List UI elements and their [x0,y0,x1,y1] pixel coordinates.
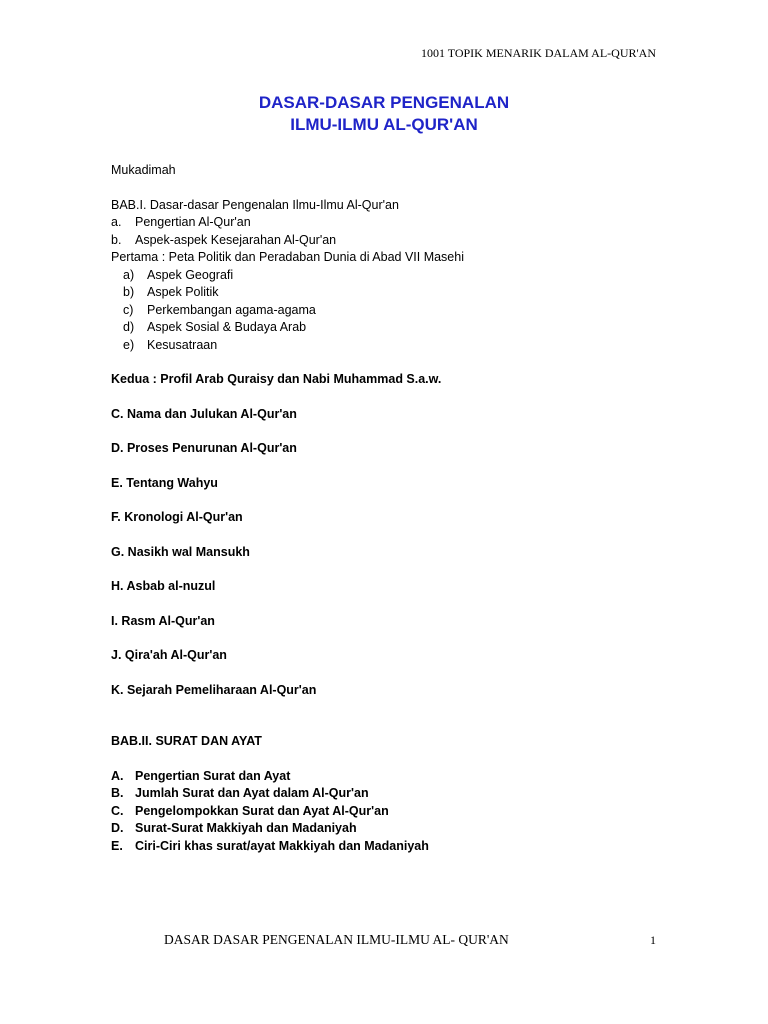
list-item: e) Kesusatraan [123,337,218,352]
list-item: d) Aspek Sosial & Budaya Arab [123,320,307,334]
section-heading: H. Asbab al-nuzul [111,579,216,593]
page-number: 1 [650,933,656,947]
list-item: D. Surat-Surat Makkiyah dan Madaniyah [111,821,357,835]
list-item: A. Pengertian Surat dan Ayat [111,768,291,783]
mukadimah-heading: Mukadimah [111,163,176,177]
section-heading: I. Rasm Al-Qur'an [111,613,215,628]
table-of-contents [111,162,711,855]
bab2-heading: BAB.II. SURAT DAN AYAT [111,734,262,748]
document-title [0,92,768,136]
list-item: a) Aspek Geografi [123,267,234,282]
list-item: b) Aspek Politik [123,285,219,299]
running-header: 1001 TOPIK MENARIK DALAM AL-QUR'AN [420,46,656,60]
section-heading: K. Sejarah Pemeliharaan Al-Qur'an [111,682,317,697]
section-heading: C. Nama dan Julukan Al-Qur'an [111,406,297,421]
title-line-2: ILMU-ILMU AL-QUR'AN [290,115,478,134]
title-line-1: DASAR-DASAR PENGENALAN [258,93,510,112]
list-item: a. Pengertian Al-Qur'an [111,215,251,229]
section-heading: D. Proses Penurunan Al-Qur'an [111,441,297,455]
pertama-heading: Pertama : Peta Politik dan Peradaban Dunia di Abad VII Masehi [111,250,464,264]
list-item: b. Aspek-aspek Kesejarahan Al-Qur'an [111,232,337,247]
list-item: B. Jumlah Surat dan Ayat dalam Al-Qur'an [111,786,369,800]
bab1-heading: BAB.I. Dasar-dasar Pengenalan Ilmu-Ilmu Al-Qur'an [111,197,399,212]
kedua-heading: Kedua : Profil Arab Quraisy dan Nabi Muhammad S.a.w. [111,372,442,386]
section-heading: E. Tentang Wahyu [111,475,218,490]
section-heading: F. Kronologi Al-Qur'an [111,510,243,524]
list-item: c) Perkembangan agama-agama [123,302,316,317]
section-heading: G. Nasikh wal Mansukh [111,544,250,559]
section-heading: J. Qira'ah Al-Qur'an [111,648,227,662]
list-item: C. Pengelompokkan Surat dan Ayat Al-Qur'an [111,803,389,818]
list-item: E. Ciri-Ciri khas surat/ayat Makkiyah dan Madaniyah [111,838,429,853]
footer-title: DASAR DASAR PENGENALAN ILMU-ILMU AL- QUR'AN [164,932,509,947]
